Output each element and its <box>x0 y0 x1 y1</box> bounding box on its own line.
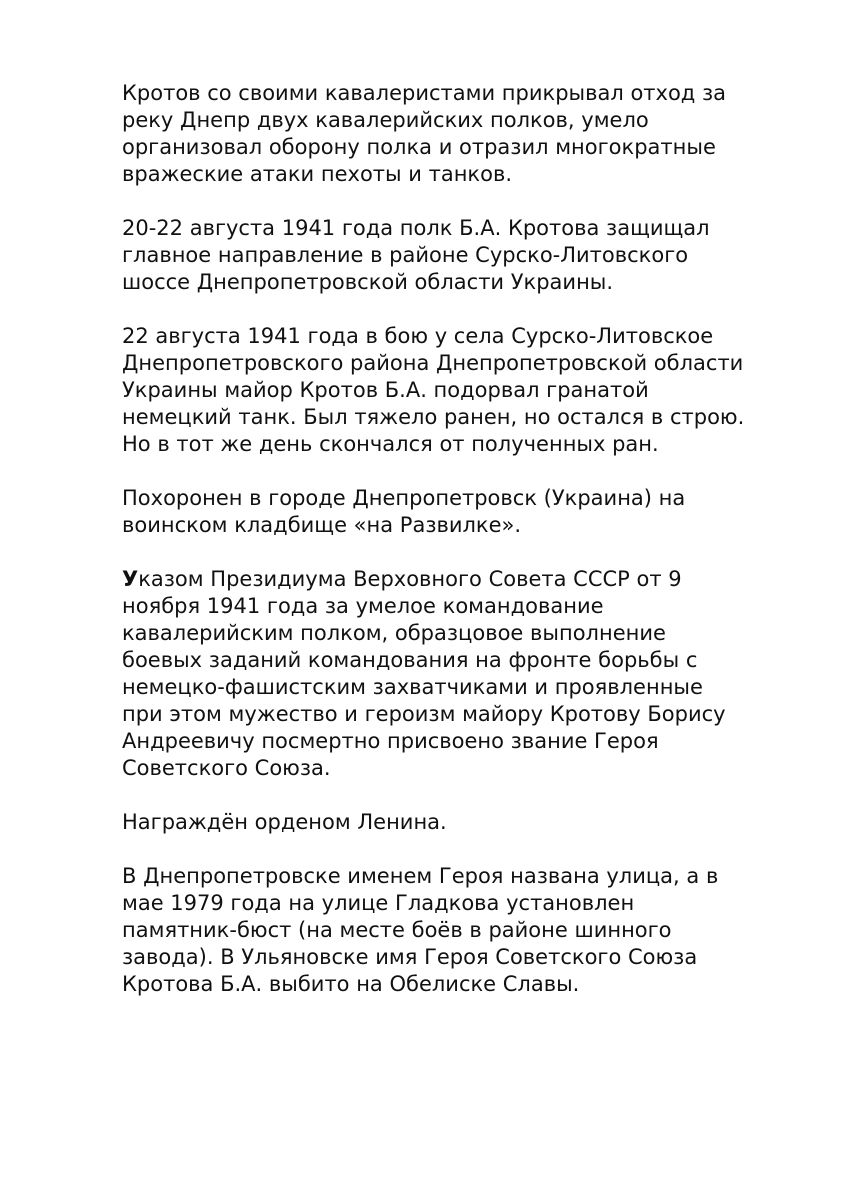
text-line-rest: казом Президиума Верховного Совета СССР от 9 <box>138 567 682 591</box>
document-body <box>122 80 802 1025</box>
text-line: ноября 1941 года за умелое командование <box>122 594 604 618</box>
text-line: реку Днепр двух кавалерийских полков, умело <box>122 108 649 132</box>
text-line: при этом мужество и героизм майору Кротову Борису <box>122 702 726 726</box>
text-line: мае 1979 года на улице Гладкова установлен <box>122 891 635 915</box>
text-line: В Днепропетровске именем Героя названа улица, а в <box>122 864 719 888</box>
paragraph-memory <box>122 863 802 998</box>
text-line: Кротов со своими кавалеристами прикрывал отход за <box>122 81 727 105</box>
paragraph-battle-death <box>122 323 802 458</box>
text-line: вражеские атаки пехоты и танков. <box>122 162 513 186</box>
text-line: главное направление в районе Сурско-Литовского <box>122 243 689 267</box>
text-line: кавалерийским полком, образцовое выполнение <box>122 621 666 645</box>
paragraph-august-defense <box>122 215 802 296</box>
text-line: Украины майор Кротов Б.А. подорвал гранатой <box>122 378 649 402</box>
text-line: Днепропетровского района Днепропетровской области <box>122 351 744 375</box>
text-line: шоссе Днепропетровской области Украины. <box>122 270 614 294</box>
text-line: 20-22 августа 1941 года полк Б.А. Кротова защищал <box>122 216 710 240</box>
text-line: Кротова Б.А. выбито на Обелиске Славы. <box>122 972 580 996</box>
text-line: организовал оборону полка и отразил многократные <box>122 135 716 159</box>
text-line: Похоронен в городе Днепропетровск (Украина) на <box>122 486 686 510</box>
text-line: завода). В Ульяновске имя Героя Советского Союза <box>122 945 698 969</box>
text-line: Советского Союза. <box>122 756 331 780</box>
text-line: немецкий танк. Был тяжело ранен, но остался в строю. <box>122 405 745 429</box>
paragraph-hero-decree <box>122 566 802 782</box>
text-line: Но в тот же день скончался от полученных ран. <box>122 432 659 456</box>
text-line: памятник-бюст (на месте боёв в районе шинного <box>122 918 672 942</box>
paragraph-order-of-lenin <box>122 809 802 836</box>
text-line: немецко-фашистским захватчиками и проявленные <box>122 675 703 699</box>
text-line: Андреевичу посмертно присвоено звание Героя <box>122 729 659 753</box>
paragraph-retreat-cover <box>122 80 802 188</box>
text-line: воинском кладбище «на Развилке». <box>122 513 522 537</box>
text-line: Награждён орденом Ленина. <box>122 810 447 834</box>
text-line <box>122 566 802 593</box>
paragraph-burial <box>122 485 802 539</box>
text-line: 22 августа 1941 года в бою у села Сурско-Литовское <box>122 324 714 348</box>
text-line: боевых заданий командования на фронте борьбы с <box>122 648 698 672</box>
bold-initial-letter: У <box>122 567 139 591</box>
